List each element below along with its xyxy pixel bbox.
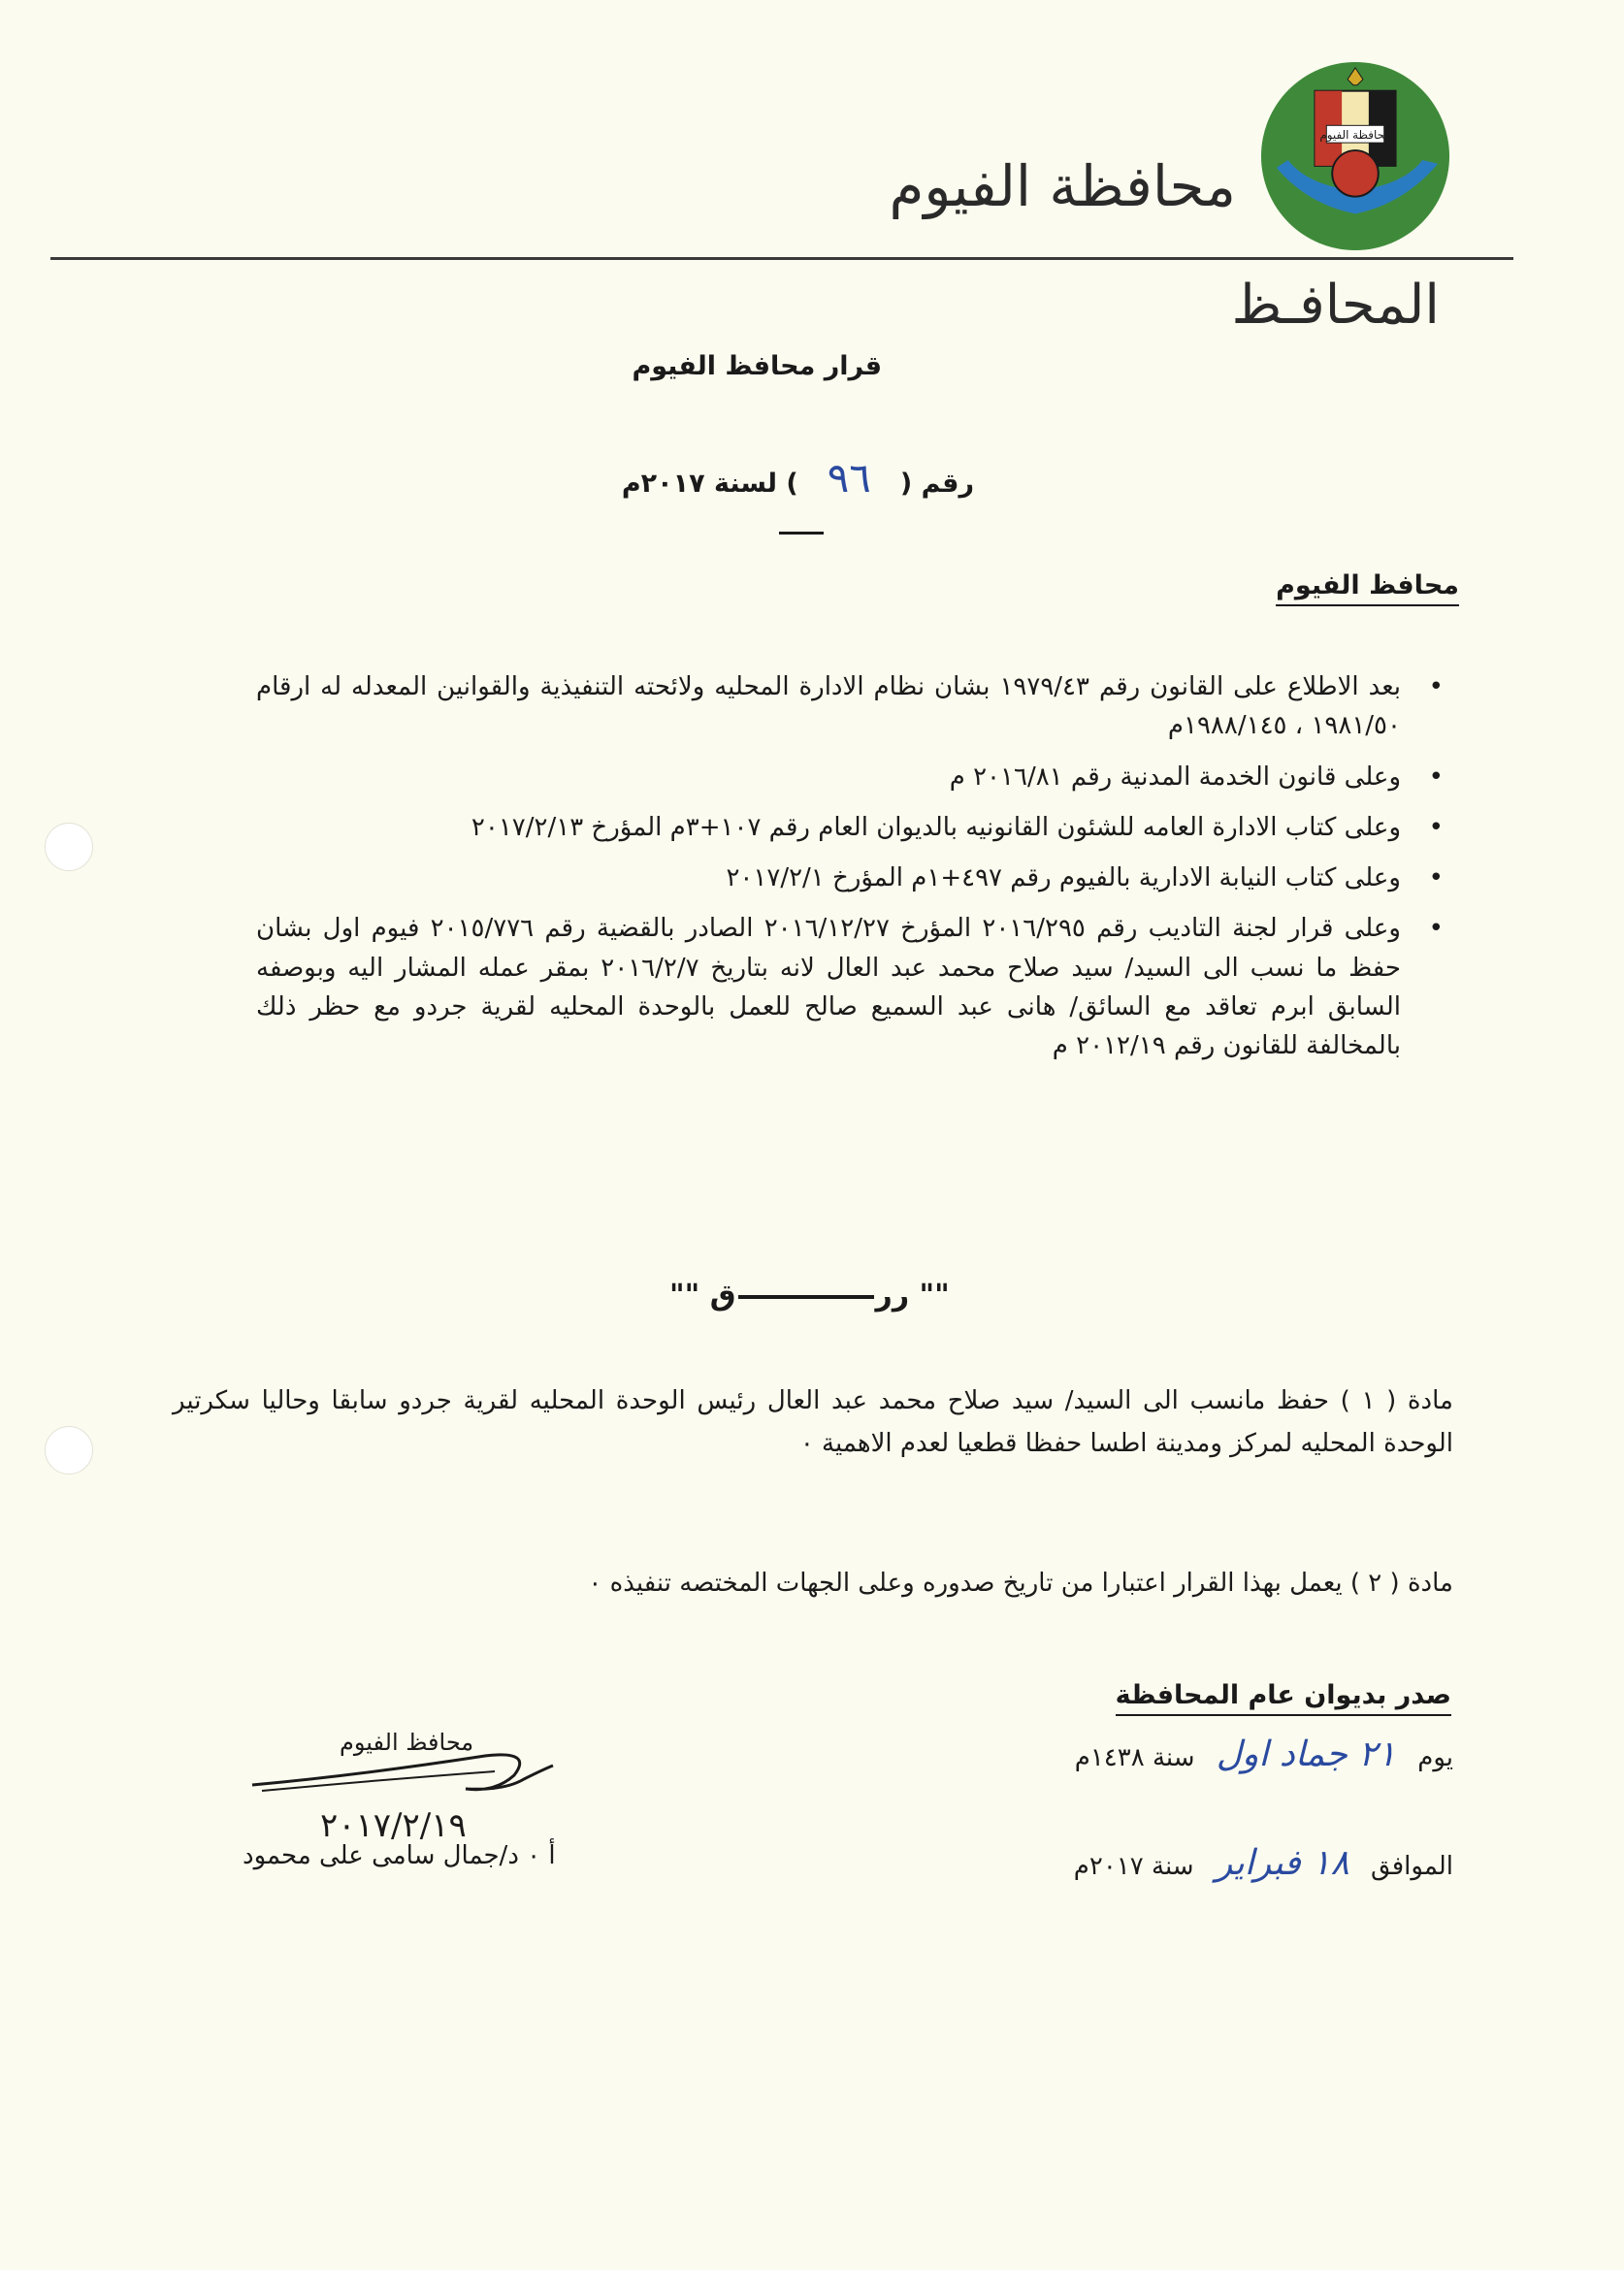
signature-title: محافظ الفيوم	[340, 1729, 474, 1756]
decree-number-prefix: رقم (	[899, 469, 974, 499]
article-1: مادة ( ١ ) حفظ مانسب الى السيد/ سيد صلاح محمد عبد العال رئيس الوحدة المحليه لقرية جردو سابقا وحاليا سكرتير الوحدة المحليه لمركز ومدينة اطسا حفظا قطعيا لعدم الاهمية ٠	[173, 1386, 1453, 1459]
decides-heading	[669, 1279, 950, 1313]
decides-bar	[738, 1295, 874, 1299]
hijri-year: سنة ١٤٣٨م	[1074, 1743, 1195, 1772]
issued-at: صدر بديوان عام المحافظة	[1116, 1680, 1451, 1716]
separator-rule	[779, 532, 824, 535]
preamble-item: • وعلى قانون الخدمة المدنية رقم ٢٠١٦/٨١ م	[256, 758, 1401, 796]
hijri-date-line	[1075, 1735, 1453, 1774]
signature-handwritten-date: ٢٠١٧/٢/١٩	[320, 1806, 467, 1845]
decree-number: ٩٦	[827, 454, 871, 502]
decree-number-suffix: ) لسنة ٢٠١٧م	[621, 469, 798, 499]
article-2: مادة ( ٢ ) يعمل بهذا القرار اعتبارا من تاريخ صدوره وعلى الجهات المختصه تنفيذه ٠	[588, 1569, 1453, 1598]
day-label: يوم	[1417, 1743, 1453, 1772]
emblem-text: محافظة الفيوم	[1319, 128, 1391, 143]
punch-hole	[45, 823, 93, 871]
handwritten-hijri-date: ٢١ جماد اول	[1216, 1735, 1396, 1774]
addressee: محافظ الفيوم	[1276, 570, 1459, 606]
governorate-emblem	[1259, 60, 1451, 252]
governorate-name: محافظة الفيوم	[889, 153, 1236, 219]
gregorian-date-line	[1074, 1843, 1453, 1883]
signatory-name: أ ٠ د/جمال سامى على محمود	[243, 1841, 556, 1870]
governor-title: المحافـظ	[1231, 274, 1440, 337]
preamble-item: • بعد الاطلاع على القانون رقم ١٩٧٩/٤٣ بشان نظام الادارة المحليه ولائحته التنفيذية والقوانين المعدله له ارقام ١٩٨١/٥٠ ، ١٩٨٨/١٤٥م	[256, 667, 1401, 746]
decree-title: قرار محافظ الفيوم	[632, 351, 882, 381]
decides-first: ق	[709, 1279, 736, 1313]
decree-number-line	[622, 454, 974, 502]
preamble-item: • وعلى قرار لجنة التاديب رقم ٢٠١٦/٢٩٥ المؤرخ ٢٠١٦/١٢/٢٧ الصادر بالقضية رقم ٢٠١٥/٧٧٦ فيوم اول بشان حفظ ما نسب الى السيد/ سيد صلاح محمد عبد العال لانه بتاريخ ٢٠١٦/٢/٧ بمقر عمله المشار اليه وبوصفه السابق ابرم تعاقد مع السائق/ هانى عبد السميع صالح للعمل بالوحدة المحليه لقرية جردو مع حظر ذلك بالمخالفة للقانون رقم ٢٠١٢/١٩ م	[256, 909, 1401, 1065]
corresponding-label: الموافق	[1371, 1852, 1453, 1881]
handwritten-gregorian-date: ١٨ فبراير	[1215, 1843, 1349, 1883]
gregorian-year: سنة ٢٠١٧م	[1073, 1852, 1194, 1881]
preamble-item: • وعلى كتاب النيابة الادارية بالفيوم رقم ٤٩٧+١م المؤرخ ٢٠١٧/٢/١	[256, 859, 1401, 897]
decides-last: رر	[875, 1279, 910, 1313]
decides-open-quote: ""	[669, 1279, 700, 1313]
decides-close-quote: ""	[919, 1279, 950, 1313]
preamble-list	[256, 667, 1401, 1078]
punch-hole	[45, 1426, 93, 1475]
preamble-item: • وعلى كتاب الادارة العامه للشئون القانونيه بالديوان العام رقم ١٠٧+٣م المؤرخ ٢٠١٧/٢/١٣	[256, 808, 1401, 847]
header-divider	[50, 257, 1513, 260]
